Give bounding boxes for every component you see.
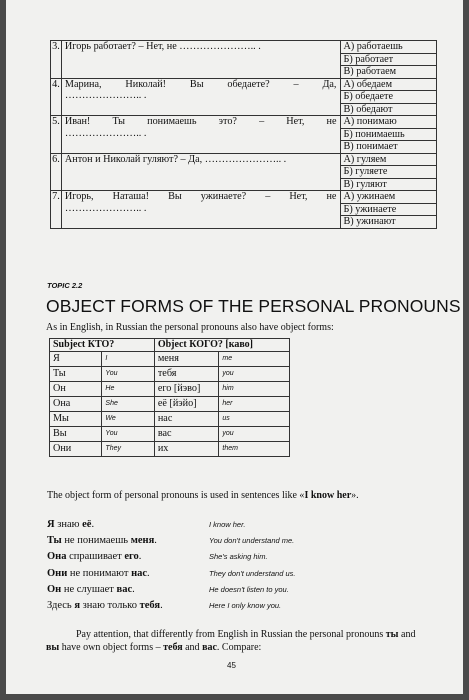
paragraph-part: ты — [385, 629, 399, 640]
answer-option: А) ужинаем — [340, 191, 436, 204]
subject-pronoun-ru: Он — [50, 382, 102, 397]
exercise-number: 7. — [51, 191, 62, 229]
question-line-1 — [65, 191, 337, 203]
pronoun-row — [50, 412, 290, 427]
answer-option: Б) ужинаете — [340, 203, 436, 216]
example-part: . — [160, 600, 163, 612]
object-pronoun-en: her — [219, 397, 290, 412]
subject-pronoun-ru: Я — [50, 352, 102, 367]
example-part: Они — [47, 567, 68, 579]
question-word: не — [326, 116, 337, 127]
question-word: Иван! — [64, 116, 91, 127]
paragraph-part: and — [182, 642, 203, 653]
paragraph-part: тебя — [163, 642, 183, 653]
example-part: . — [147, 567, 150, 579]
example-part: . — [91, 518, 95, 530]
example-part: не слушает — [61, 583, 117, 595]
example-part: знаю только — [80, 600, 140, 612]
paragraph-part: Pay attention, that differently from English in Russian the personal pronouns — [76, 629, 386, 640]
object-pronoun-en: him — [219, 382, 290, 397]
example-russian — [47, 519, 209, 530]
question-word: – — [293, 78, 299, 90]
object-pronoun-ru: меня — [154, 352, 219, 367]
intro-text: As in English, in Russian the personal pronouns also have object forms: — [46, 322, 334, 333]
example-english: He doesn't listen to you. — [209, 584, 289, 594]
answer-option: А) работаешь — [340, 41, 436, 54]
answer-option: А) гуляем — [340, 153, 436, 166]
exercise-number: 4. — [51, 78, 62, 116]
example-part: я — [74, 600, 81, 612]
compare-paragraph — [46, 628, 431, 654]
example-part: Здесь — [47, 600, 75, 612]
subject-pronoun-ru: Ты — [50, 367, 102, 382]
example-russian — [47, 535, 209, 546]
question-word: Ты — [112, 116, 125, 127]
question-word: Вы — [189, 78, 204, 90]
object-pronoun-en: you — [219, 367, 290, 382]
example-part: Он — [47, 583, 62, 595]
exercise-number: 5. — [51, 116, 62, 154]
pronoun-row — [50, 397, 290, 412]
answer-option: В) работаем — [340, 66, 436, 79]
question-line-1 — [65, 116, 337, 128]
textbook-page — [6, 0, 463, 694]
question-word: понимаешь — [147, 116, 197, 127]
example-row — [47, 581, 387, 597]
question-word: это? — [218, 116, 237, 127]
question-word: ужинаете? — [200, 191, 247, 202]
subject-pronoun-en: He — [102, 382, 154, 397]
example-part: Ты — [47, 534, 62, 546]
question-word: Наташа! — [112, 191, 150, 202]
question-line-2: ………………….. . — [64, 127, 147, 139]
answer-option: В) понимает — [340, 141, 436, 154]
example-part: не понимают — [67, 567, 132, 579]
example-row — [47, 565, 387, 581]
example-row — [47, 532, 387, 548]
paragraph-part: вас — [202, 642, 217, 653]
pronoun-row — [50, 442, 290, 457]
answer-option: Б) понимаешь — [340, 128, 436, 141]
example-part: его — [124, 551, 139, 563]
page-number: 45 — [227, 661, 236, 670]
paragraph-line-2 — [46, 641, 431, 654]
usage-note: The object form of personal pronouns is used in sentences like «I know her». — [47, 490, 359, 501]
exercise-row — [51, 153, 437, 166]
pronoun-row — [50, 427, 290, 442]
exercise-table — [50, 40, 437, 229]
answer-option: В) ужинают — [340, 216, 436, 229]
pronoun-row — [50, 382, 290, 397]
subject-pronoun-ru: Мы — [50, 412, 102, 427]
example-part: . — [154, 534, 157, 546]
exercise-row — [51, 191, 437, 204]
question-line-1 — [65, 79, 337, 91]
exercise-row — [51, 78, 437, 91]
answer-option: Б) работает — [340, 53, 436, 66]
object-pronoun-ru: его [йэво] — [154, 382, 219, 397]
question-word: Марина, — [64, 78, 102, 90]
subject-pronoun-ru: Она — [50, 397, 102, 412]
pronoun-row — [50, 352, 290, 367]
subject-pronoun-en: They — [102, 442, 154, 457]
answer-option: Б) обедаете — [340, 91, 436, 104]
question-word: Игорь работает? – Нет, не ………………….. . — [64, 41, 261, 52]
example-english: I know her. — [209, 519, 246, 529]
exercise-question — [61, 116, 340, 154]
paragraph-part: and — [398, 629, 416, 640]
answer-option: А) понимаю — [340, 116, 436, 129]
question-word: Вы — [168, 191, 182, 202]
question-word: обедаете? — [227, 78, 270, 90]
question-line-2: ………………….. . — [64, 90, 147, 101]
example-part: . — [138, 551, 142, 563]
question-word: Игорь, — [64, 191, 94, 202]
question-line-1 — [65, 41, 337, 53]
subject-header: Subject КТО? — [50, 339, 155, 352]
object-pronoun-ru: их — [154, 442, 219, 457]
answer-option: А) обедаем — [340, 78, 436, 91]
question-word: Нет, — [289, 191, 308, 202]
example-part: Она — [47, 551, 67, 563]
example-russian — [47, 551, 209, 562]
subject-pronoun-en: We — [102, 412, 154, 427]
example-english: Here I only know you. — [209, 601, 282, 611]
example-russian — [47, 600, 209, 611]
question-word: Антон и Николай гуляют? – Да, ………………….. . — [64, 153, 287, 165]
answer-option: В) обедают — [340, 103, 436, 116]
pronoun-row — [50, 367, 290, 382]
question-word: не — [326, 191, 337, 202]
subject-pronoun-en: You — [102, 367, 154, 382]
paragraph-line-1 — [46, 628, 431, 641]
example-part: меня — [130, 534, 155, 546]
exercise-number: 3. — [51, 41, 62, 79]
object-pronoun-ru: тебя — [154, 367, 219, 382]
object-pronoun-ru: её [йэйо] — [154, 397, 219, 412]
example-english: She's asking him. — [209, 552, 268, 562]
example-part: тебя — [139, 600, 161, 612]
question-word: Да, — [322, 78, 337, 90]
exercise-row — [51, 41, 437, 54]
example-part: . — [132, 583, 135, 595]
example-russian — [47, 584, 209, 595]
example-part: вас — [116, 583, 133, 595]
question-word: – — [259, 116, 265, 127]
question-word: Николай! — [125, 78, 167, 90]
exercise-question — [61, 153, 340, 191]
exercise-question — [61, 41, 340, 79]
object-pronoun-en: them — [219, 442, 290, 457]
example-sentences — [47, 516, 387, 614]
object-pronoun-ru: нас — [154, 412, 219, 427]
question-line-2: ………………….. . — [64, 202, 147, 214]
example-part: нас — [131, 567, 148, 579]
exercise-question — [61, 191, 340, 229]
question-word: – — [265, 191, 271, 202]
answer-option: В) гуляют — [340, 178, 436, 191]
object-pronoun-ru: вас — [154, 427, 219, 442]
example-part: Я — [47, 518, 55, 530]
exercise-number: 6. — [51, 153, 62, 191]
object-pronoun-en: you — [219, 427, 290, 442]
paragraph-part: have own object forms – — [59, 642, 164, 653]
example-row — [47, 597, 387, 613]
topic-label: TOPIC 2.2 — [47, 281, 83, 290]
object-pronoun-en: us — [219, 412, 290, 427]
section-heading: OBJECT FORMS OF THE PERSONAL PRONOUNS — [46, 296, 461, 316]
example-russian — [47, 568, 209, 579]
subject-pronoun-en: She — [102, 397, 154, 412]
example-part: спрашивает — [66, 551, 125, 563]
exercise-row — [51, 116, 437, 129]
example-part: её — [82, 518, 92, 530]
example-english: You don't understand me. — [209, 535, 295, 545]
example-part: не понимаешь — [61, 534, 131, 546]
paragraph-part: . Compare: — [216, 642, 262, 653]
pronoun-table — [49, 338, 290, 457]
example-row — [47, 516, 387, 532]
paragraph-part: вы — [46, 642, 60, 653]
subject-pronoun-en: I — [102, 352, 154, 367]
example-part: знаю — [54, 518, 83, 530]
exercise-question — [61, 78, 340, 116]
subject-pronoun-en: You — [102, 427, 154, 442]
question-line-1 — [65, 154, 337, 166]
answer-option: Б) гуляете — [340, 166, 436, 179]
object-pronoun-en: me — [219, 352, 290, 367]
object-header: Object КОГО? [каво] — [154, 339, 289, 352]
subject-pronoun-ru: Они — [50, 442, 102, 457]
subject-pronoun-ru: Вы — [50, 427, 102, 442]
example-row — [47, 549, 387, 565]
example-english: They don't understand us. — [209, 568, 296, 578]
question-word: Нет, — [286, 116, 305, 127]
pronoun-table-header — [50, 339, 290, 352]
